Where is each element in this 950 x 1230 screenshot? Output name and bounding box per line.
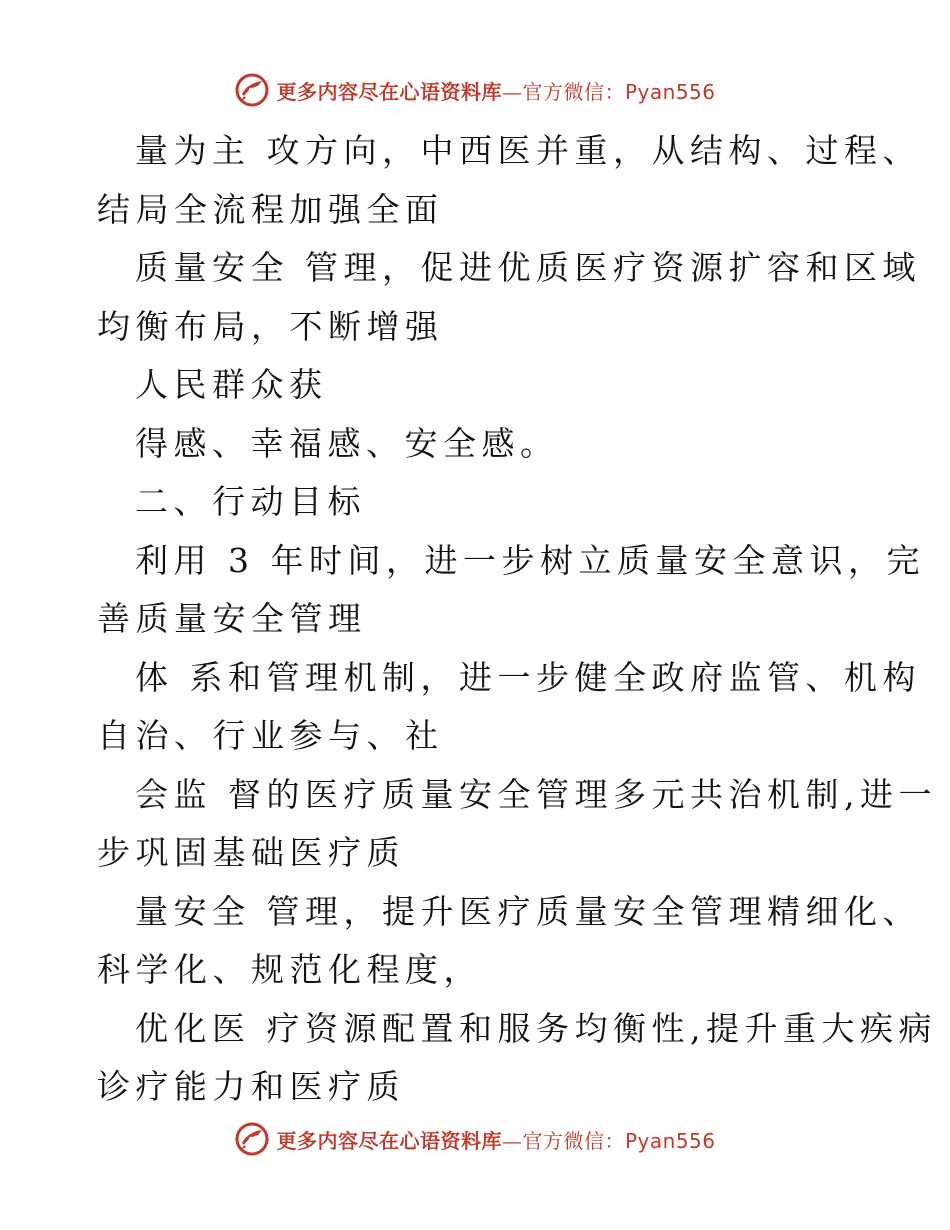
paragraph-line: 诊疗能力和医疗质 [97,1067,405,1106]
document-body [97,122,937,1117]
paragraph-line: 均衡布局，不断增强 [97,306,444,346]
watermark-official-label: 官方微信： [522,1128,625,1153]
paragraph-line: 得感、幸福感、安全感。 [135,423,559,463]
paragraph-line: 质量安全 管理，促进优质医疗资源扩容和区域 [135,248,921,287]
paragraph [97,1000,937,1117]
paragraph-line: 自治、行业参与、社 [97,716,444,755]
paragraph-line: 步巩固基础医疗质 [97,833,405,872]
paragraph [97,356,857,415]
section-heading-text: 二、行动目标 [135,482,366,521]
paragraph-line: 人民群众获 [135,365,328,404]
watermark-text [276,1125,715,1154]
watermark-dash: — [501,1128,523,1153]
paragraph-line: 善质量安全管理 [97,599,367,638]
paragraph [97,415,857,474]
paragraph [97,766,937,883]
paragraph-line: 体 系和管理机制，进一步健全政府监管、机构 [135,657,921,697]
watermark-handle: Pyan556 [624,79,716,104]
paragraph-line: 结局全流程加强全面 [97,189,444,229]
paragraph [97,883,921,1000]
paragraph [97,122,921,239]
paragraph-line: 量为主 攻方向，中西医并重，从结构、过程、 [135,131,921,170]
pen-logo-icon [234,1121,270,1157]
watermark-prefix: 更多内容尽在心语资料库 [276,79,502,104]
paragraph [97,239,921,356]
paragraph [97,532,925,649]
watermark-prefix: 更多内容尽在心语资料库 [276,1128,502,1153]
paragraph [97,649,921,766]
section-heading [97,473,857,532]
watermark-dash: — [501,79,523,104]
paragraph-line: 利用 3 年时间，进一步树立质量安全意识，完 [135,540,925,580]
header-watermark [0,68,950,112]
watermark-official-label: 官方微信： [522,79,625,104]
paragraph-line: 科学化、规范化程度， [97,950,482,989]
pen-logo-icon [234,72,270,108]
watermark-text [276,76,715,105]
watermark-handle: Pyan556 [624,1128,716,1153]
paragraph-line: 会监 督的医疗质量安全管理多元共治机制,进一 [135,774,937,814]
paragraph-line: 优化医 疗资源配置和服务均衡性,提升重大疾病 [135,1008,937,1048]
footer-watermark [0,1117,950,1161]
paragraph-line: 量安全 管理，提升医疗质量安全管理精细化、 [135,891,921,931]
